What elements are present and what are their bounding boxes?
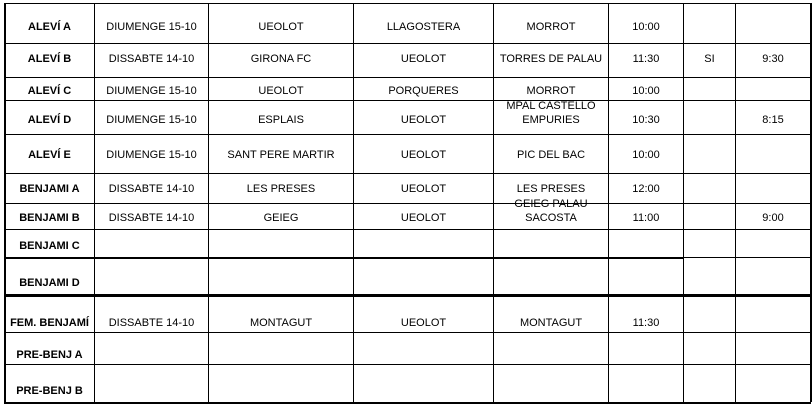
time-cell: 10:30	[632, 114, 660, 126]
time-cell: 10:00	[632, 21, 660, 33]
time-cell: 10:00	[632, 149, 660, 161]
home-cell: MONTAGUT	[249, 317, 313, 329]
venue-cell	[494, 199, 608, 227]
category-cell: BENJAMI D	[19, 277, 80, 289]
row-divider	[4, 364, 811, 365]
row-divider	[4, 332, 811, 333]
day-cell: DISSABTE 14-10	[108, 183, 195, 195]
time-cell: 10:00	[632, 85, 660, 97]
row-divider	[4, 203, 811, 204]
venue-line: SACOSTA	[525, 212, 577, 224]
away-cell: PORQUERES	[388, 85, 459, 97]
home-cell: LES PRESES	[246, 183, 316, 195]
meet-cell: 9:00	[762, 212, 784, 224]
row-divider	[4, 134, 811, 135]
day-cell: DISSABTE 14-10	[108, 212, 195, 224]
category-cell: FEM. BENJAMÍ	[10, 317, 89, 329]
category-cell: ALEVÍ B	[27, 53, 72, 65]
away-cell: UEOLOT	[400, 212, 447, 224]
day-cell: DIUMENGE 15-10	[106, 114, 197, 126]
day-cell: DIUMENGE 15-10	[106, 21, 197, 33]
away-cell: UEOLOT	[400, 114, 447, 126]
meet-cell: 9:30	[762, 53, 784, 65]
category-cell: ALEVÍ C	[27, 85, 72, 97]
venue-line: MPAL CASTELLO	[506, 100, 596, 112]
category-cell: ALEVÍ A	[28, 21, 71, 33]
category-cell: BENJAMI B	[19, 212, 80, 224]
time-cell: 11:00	[632, 212, 660, 224]
category-cell: PRE-BENJ A	[16, 349, 83, 361]
time-cell: 11:30	[632, 53, 660, 65]
flag-cell: SI	[704, 53, 715, 65]
row-divider	[4, 257, 684, 259]
home-cell: ESPLAIS	[258, 114, 304, 126]
time-cell: 11:30	[632, 317, 660, 329]
row-divider	[4, 402, 811, 404]
venue-cell: MORROT	[526, 85, 576, 97]
venue-cell: MORROT	[526, 21, 576, 33]
venue-line: GEIEG PALAU	[514, 198, 588, 210]
time-cell: 12:00	[632, 183, 660, 195]
meet-cell: 8:15	[762, 114, 784, 126]
category-cell: BENJAMI C	[19, 240, 80, 252]
row-divider	[4, 77, 811, 78]
home-cell: UEOLOT	[258, 85, 304, 97]
home-cell: SANT PERE MARTIR	[227, 149, 335, 161]
venue-cell: TORRES DE PALAU	[499, 53, 603, 65]
away-cell: UEOLOT	[400, 149, 447, 161]
home-cell: GIRONA FC	[250, 53, 312, 65]
away-cell: UEOLOT	[400, 183, 447, 195]
day-cell: DISSABTE 14-10	[108, 53, 195, 65]
row-divider	[4, 229, 811, 230]
away-cell: UEOLOT	[400, 317, 447, 329]
row-divider	[4, 294, 811, 297]
home-cell: GEIEG	[263, 212, 299, 224]
away-cell: LLAGOSTERA	[386, 21, 461, 33]
day-cell: DISSABTE 14-10	[108, 317, 195, 329]
row-divider	[4, 3, 811, 4]
category-cell: BENJAMI A	[19, 183, 80, 195]
venue-cell: LES PRESES	[516, 183, 586, 195]
venue-cell	[494, 101, 608, 129]
row-divider	[4, 43, 811, 44]
category-cell: ALEVÍ E	[28, 149, 71, 161]
away-cell: UEOLOT	[400, 53, 447, 65]
row-divider	[683, 257, 811, 258]
venue-cell: PIC DEL BAC	[516, 149, 586, 161]
venue-cell: MONTAGUT	[519, 317, 583, 329]
row-divider	[4, 173, 811, 174]
category-cell: ALEVÍ D	[27, 114, 72, 126]
day-cell: DIUMENGE 15-10	[106, 85, 197, 97]
row-divider	[4, 100, 811, 101]
category-cell: PRE-BENJ B	[16, 385, 83, 397]
home-cell: UEOLOT	[258, 21, 304, 33]
venue-line: EMPURIES	[522, 114, 580, 126]
day-cell: DIUMENGE 15-10	[106, 149, 197, 161]
